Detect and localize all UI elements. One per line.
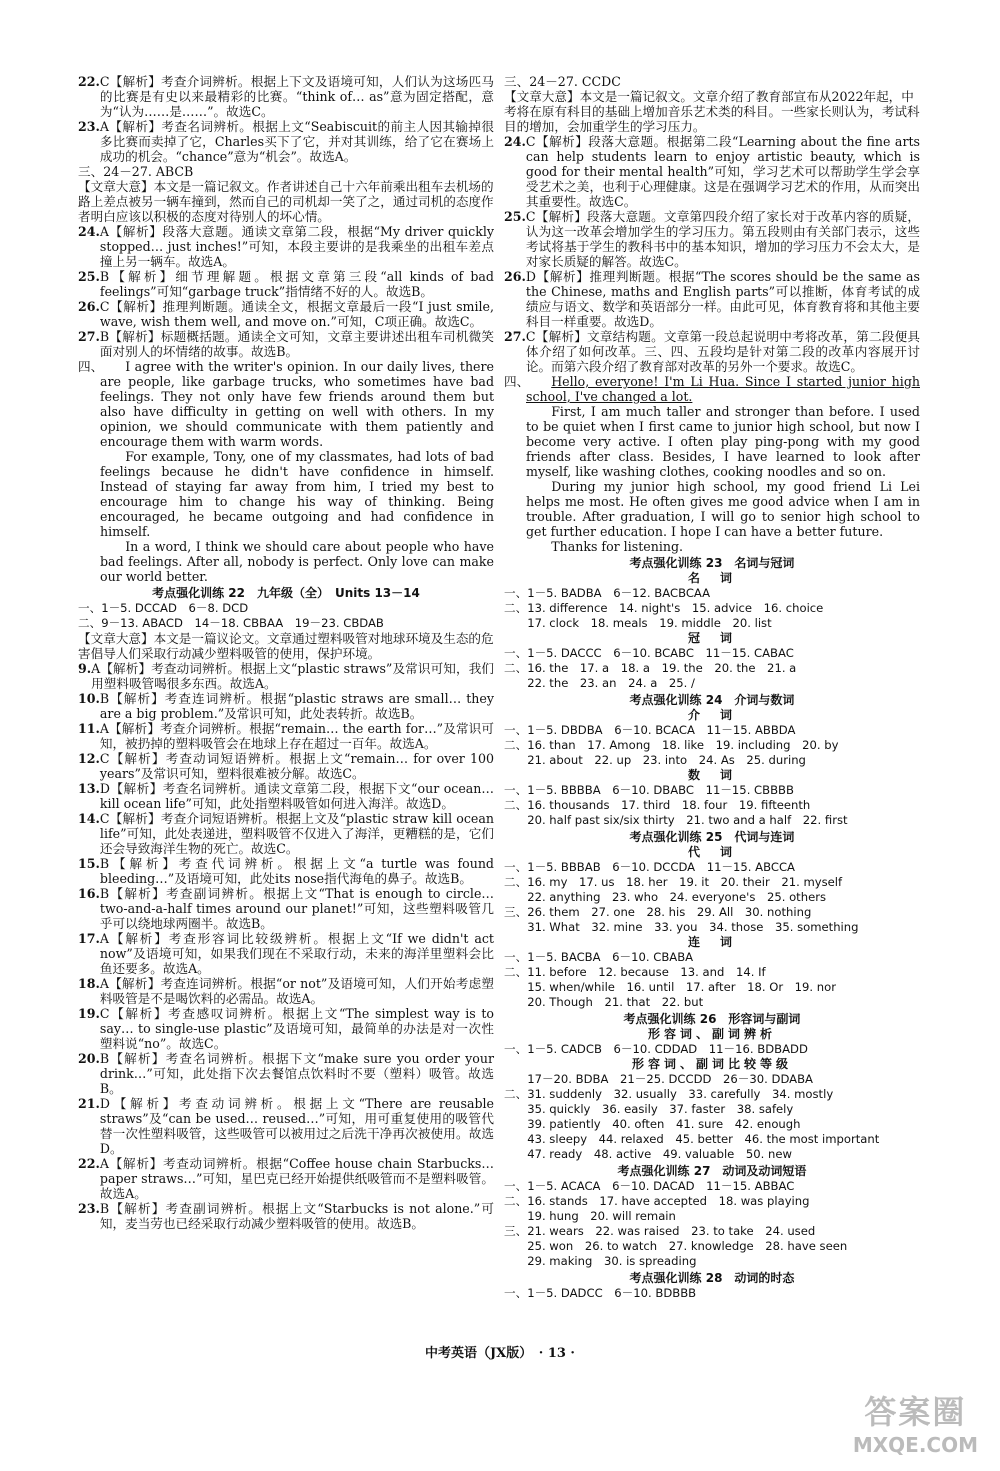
answer-explanation (78, 931, 494, 976)
answer-explanation (78, 74, 494, 119)
question-number: 19. (78, 1006, 100, 1021)
answer-explanation (78, 886, 494, 931)
answer-row: 29. making 30. is spreading (504, 1254, 697, 1268)
explanation-text: A【解析】考查形容词比较级辨析。根据上文“If we didn't act now”及语境可知，如果我们现在不采取行动，未来的海洋里塑料会比鱼还要多。故选A。 (99, 931, 494, 976)
essay-paragraph: I agree with the writer's opinion. In our daily lives, there are people, like garbage trucks, who sometimes have bad feelings. They not only have few friends around them but also have difficulty in getting on well with others. In my opinion, we should communicate with them patiently and encourage them with warm words. (100, 359, 494, 449)
answer-explanation (78, 1156, 494, 1201)
essay-paragraph: For example, Tony, one of my classmates, had lots of bad feelings because he didn't have confidence in himself. Instead of staying far away from him, I tried my best to encourage him to change his way of thinking. Being encouraged, he became outgoing and had confidence in himself. (100, 449, 494, 539)
essay-block (78, 359, 494, 584)
question-number: 20. (78, 1051, 100, 1066)
answer-row: 二、16. stands 17. have accepted 18. was playing (504, 1194, 810, 1208)
question-number: 9. (78, 661, 92, 676)
answer-row: 22. the 23. an 24. a 25. / (504, 676, 695, 690)
answer-row: 一、1－5. BBBBA 6－10. DBABC 11－15. CBBBB (504, 783, 794, 797)
answer-row: 一、1－5. BBBAB 6－10. DCCDA 11－15. ABCCA (504, 860, 795, 874)
section-title: 考点强化训练 28 动词的时态 (629, 1271, 795, 1285)
answer-row: 一、1－5. DADCC 6－10. BDBBB (504, 1286, 697, 1300)
explanation-text: B【解析】考查连词辨析。根据“plastic straws are small… they are a big problem.”及常识可知，此处表转折。故选B。 (99, 691, 494, 721)
answer-explanation (78, 661, 494, 691)
explanation-text: C【解析】段落大意题。文章第四段介绍了家长对于改革内容的质疑，认为这一改革会增加学生的学习压力。第五段则由有关部门表示，这些考试将基于学生的教科书中的基本知识，增加的学习压力不会太大，是对家长质疑的解答。故选C。 (525, 209, 920, 269)
explanation-text: C【解析】考查介词短语辨析。根据上文及“plastic straw kill ocean life”可知，此处表递进，塑料吸管不仅进入了海洋，更糟糕的是，它们还会导致海洋生物的死亡。故选C。 (99, 811, 494, 856)
question-number: 25. (78, 269, 100, 284)
answer-row: 一、1－5. BACBA 6－10. CBABA (504, 950, 694, 964)
question-number: 23. (78, 1201, 100, 1216)
essay-paragraph: In a word, I think we should care about people who have bad feelings. After all, nobody is perfect. Only love can make our world better. (100, 539, 494, 584)
explanation-text: C【解析】推理判断题。通读全文，根据文章最后一段“I just smile, wave, wish them well, and move on.”可知，C项正确。故选C。 (99, 299, 494, 329)
answer-row: 22. anything 23. who 24. everyone's 25. others (504, 890, 827, 904)
question-number: 12. (78, 751, 100, 766)
answer-row: 二、9－13. ABACD 14－18. CBBAA 19－23. CBDAB (78, 616, 384, 630)
answer-row: 21. about 22. up 23. into 24. As 25. during (504, 753, 806, 767)
paragraph: 【文章大意】本文是一篇记叙文。文章介绍了教育部宣布从2022年起，中考将在原有科目的基础上增加音乐艺术类的科目。一些家长则认为，考试科目的增加，会加重学生的学习压力。 (504, 89, 920, 134)
site-watermark (853, 1387, 978, 1457)
answer-explanation (78, 299, 494, 329)
answer-explanation (78, 1201, 494, 1231)
paragraph: 【文章大意】本文是一篇议论文。文章通过塑料吸管对地球环境及生态的危害倡导人们采取行动减少塑料吸管的使用，保护环境。 (78, 631, 494, 661)
explanation-text: B【解析】考查代词辨析。根据上文“a turtle was found bleeding…”及语境可知，此处its nose指代海龟的鼻子。故选B。 (99, 856, 494, 886)
question-number: 13. (78, 781, 100, 796)
question-number: 22. (78, 74, 100, 89)
explanation-text: C【解析】文章结构题。文章第一段总起说明中考将改革，第二段便具体介绍了如何改革。三、四、五段均是针对第二段的改革内容展开讨论。而第六段介绍了教育部对改革的另外一个要求。故选C。 (525, 329, 920, 374)
question-number: 11. (78, 721, 100, 736)
answer-row: 一、1－5. CADCB 6－10. CDDAD 11－16. BDBADD (504, 1042, 808, 1056)
question-number: 14. (78, 811, 100, 826)
answer-explanation (78, 329, 494, 359)
answer-explanation (78, 1006, 494, 1051)
answer-row: 一、1－5. DACCC 6－10. BCABC 11－15. CABAC (504, 646, 794, 660)
essay-text (100, 359, 494, 584)
paragraph: 三、24－27. CCDC (504, 74, 621, 89)
explanation-text: A【解析】考查动词辨析。根据上文“plastic straws”及常识可知，我们用塑料吸管喝很多东西。故选A。 (91, 661, 494, 691)
answer-row: 二、16. the 17. a 18. a 19. the 20. the 21. a (504, 661, 797, 675)
explanation-text: D【解析】推理判断题。根据“The scores should be the same as the Chinese, maths and English parts”可以推断，体育考试的成绩应与语文、数学和英语部分一样。由此可见，体育教育将和其他主要科目一样重要。故选D。 (525, 269, 920, 329)
answer-explanation (78, 976, 494, 1006)
question-number: 22. (78, 1156, 100, 1171)
section-title: 考点强化训练 27 动词及动词短语 (617, 1164, 807, 1178)
answer-row: 47. ready 48. active 49. valuable 50. new (504, 1147, 792, 1161)
essay-paragraph: First, I am much taller and stronger than before. I used to be quiet when I first came to junior high school, but now I become very active. I often play ping-pong with my good friends after class. Besides, I have learned to look after myself, like washing clothes, cooking noodles and so on. (526, 404, 920, 479)
subsection-title: 冠 词 (687, 631, 736, 645)
answer-explanation (78, 781, 494, 811)
question-number: 27. (504, 329, 526, 344)
answer-explanation (504, 269, 920, 329)
answer-explanation (78, 1051, 494, 1096)
section-title: 考点强化训练 26 形容词与副词 (623, 1012, 801, 1026)
explanation-text: A【解析】考查名词辨析。根据上文“Seabiscuit的前主人因其输掉很多比赛而卖掉了它，Charles买下了它，并对其训练，给了它在赛场上成功的机会。“chance”意为“机会”。故选A。 (99, 119, 494, 164)
essay-label: 四、 (504, 374, 530, 389)
answer-row: 三、21. wears 22. was raised 23. to take 24. used (504, 1224, 816, 1238)
answer-row: 一、1－5. DBDBA 6－10. BCACA 11－15. ABBDA (504, 723, 796, 737)
essay-block (504, 374, 920, 554)
answer-row: 15. when/while 16. until 17. after 18. Or 19. nor (504, 980, 837, 994)
question-number: 27. (78, 329, 100, 344)
watermark-url: MXQE.COM (852, 1433, 978, 1457)
explanation-text: D【解析】考查动词辨析。根据上文“There are reusable straws”及“can be used… reused…”可知，用可重复使用的吸管代替一次性塑料吸管，这些吸管可以被用过之后洗干净再次被使用。故选D。 (99, 1096, 494, 1156)
answer-row: 一、1－5. DCCAD 6－8. DCD (78, 601, 249, 615)
answer-row: 17－20. BDBA 21－25. DCCDD 26－30. DDABA (504, 1072, 813, 1086)
answer-row: 一、1－5. BADBA 6－12. BACBCAA (504, 586, 711, 600)
explanation-text: A【解析】考查介词辨析。根据“remain… the earth for…”及常识可知，被扔掉的塑料吸管会在地球上存在超过一百年。故选A。 (99, 721, 494, 751)
answer-row: 二、31. suddenly 32. usually 33. carefully 34. mostly (504, 1087, 834, 1101)
answer-row: 二、11. before 12. because 13. and 14. If (504, 965, 766, 979)
essay-paragraph: Hello, everyone! I'm Li Hua. Since I started junior high school, I've changed a lot. (526, 374, 920, 404)
answer-row: 二、16. my 17. us 18. her 19. it 20. their 21. myself (504, 875, 843, 889)
question-number: 26. (78, 299, 100, 314)
watermark-logo-text: 答案圈 (864, 1393, 967, 1431)
paragraph: 【文章大意】本文是一篇记叙文。作者讲述自己十六年前乘出租车去机场的路上差点被另一辆车撞到，然而自己的司机却一笑了之，通过司机的态度作者明白应该以积极的态度对待别人的坏心情。 (78, 179, 494, 224)
right-column (504, 74, 920, 1301)
answer-row: 35. quickly 36. easily 37. faster 38. safely (504, 1102, 794, 1116)
answer-row: 二、16. than 17. Among 18. like 19. including 20. by (504, 738, 839, 752)
subsection-title: 代 词 (687, 845, 736, 859)
answer-row: 31. What 32. mine 33. you 34. those 35. something (504, 920, 859, 934)
subsection-title: 数 词 (687, 768, 736, 782)
question-number: 24. (78, 224, 100, 239)
answer-explanation (504, 329, 920, 374)
left-column (78, 74, 494, 1231)
answer-explanation (78, 856, 494, 886)
answer-row: 20. Though 21. that 22. but (504, 995, 704, 1009)
explanation-text: B【解析】标题概括题。通读全文可知，文章主要讲述出租车司机微笑面对别人的坏情绪的故事。故选B。 (99, 329, 494, 359)
answer-explanation (504, 209, 920, 269)
section-title: 考点强化训练 22 九年级（全） Units 13－14 (152, 586, 420, 600)
question-number: 21. (78, 1096, 100, 1111)
question-number: 10. (78, 691, 100, 706)
answer-row: 一、1－5. ACACA 6－10. DACAD 11－15. ABBAC (504, 1179, 795, 1193)
answer-explanation (78, 811, 494, 856)
question-number: 25. (504, 209, 526, 224)
question-number: 23. (78, 119, 100, 134)
question-number: 24. (504, 134, 526, 149)
answer-explanation (78, 269, 494, 299)
explanation-text: C【解析】段落大意题。根据第二段“Learning about the fine arts can help students learn to enjoy artistic beauty, which is good for their mental health”可知，学习艺术可以帮助学生学会享受艺术之美，也利于心理健康。这是在强调学习艺术的作用，从而突出其重要性。故选C。 (525, 134, 920, 209)
question-number: 26. (504, 269, 526, 284)
answer-explanation (78, 1096, 494, 1156)
question-number: 16. (78, 886, 100, 901)
answer-row: 二、13. difference 14. night's 15. advice 16. choice (504, 601, 824, 615)
explanation-text: D【解析】考查名词辨析。通读文章第二段，根据下文“our ocean… kill ocean life”可知，此处指塑料吸管如何进入海洋。故选D。 (99, 781, 494, 811)
essay-label: 四、 (78, 359, 104, 374)
section-title: 考点强化训练 23 名词与冠词 (629, 556, 795, 570)
answer-row: 43. sleepy 44. relaxed 45. better 46. the most important (504, 1132, 880, 1146)
answer-row: 三、26. them 27. one 28. his 29. All 30. nothing (504, 905, 812, 919)
section-title: 考点强化训练 24 介词与数词 (629, 693, 795, 707)
explanation-text: A【解析】考查动词辨析。根据“Coffee house chain Starbucks… paper straws…”可知，星巴克已经开始提供纸吸管而不是塑料吸管。故选A。 (99, 1156, 494, 1201)
explanation-text: C【解析】考查介词辨析。根据上下文及语境可知，人们认为这场匹马的比赛是有史以来最精彩的比赛。“think of… as”意为固定搭配，意为“认为……是……”。故选C。 (99, 74, 494, 119)
answer-row: 17. clock 18. meals 19. middle 20. list (504, 616, 772, 630)
explanation-text: A【解析】考查连词辨析。根据“or not”及语境可知，人们开始考虑塑料吸管是不是喝饮料的必需品。故选A。 (99, 976, 494, 1006)
explanation-text: A【解析】段落大意题。通读文章第二段，根据“My driver quickly stopped… just inches!”可知，本段主要讲的是我乘坐的出租车差点撞上另一辆车。故选A。 (99, 224, 494, 269)
subsection-title: 形容词、副词辨析 (647, 1027, 776, 1041)
answer-row: 20. half past six/six thirty 21. two and a half 22. first (504, 813, 848, 827)
subsection-title: 形容词、副词比较等级 (631, 1057, 792, 1071)
answer-row: 25. won 26. to watch 27. knowledge 28. have seen (504, 1239, 848, 1253)
answer-row: 19. hung 20. will remain (504, 1209, 676, 1223)
answer-explanation (78, 721, 494, 751)
section-title: 考点强化训练 25 代词与连词 (629, 830, 795, 844)
paragraph: 三、24－27. ABCB (78, 164, 194, 179)
explanation-text: C【解析】考查动词短语辨析。根据上文“remain… for over 100 years”及常识可知，塑料很难被分解。故选C。 (99, 751, 494, 781)
answer-explanation (78, 224, 494, 269)
essay-text (526, 374, 920, 554)
question-number: 17. (78, 931, 100, 946)
explanation-text: B【解析】细节理解题。根据文章第三段“all kinds of bad feelings”可知“garbage truck”指情绪不好的人。故选B。 (99, 269, 494, 299)
essay-paragraph: During my junior high school, my good friend Li Lei helps me most. He often gives me good advice when I am in trouble. After graduation, I will go to senior high school to get further education. I hope I can have a better future. (526, 479, 920, 539)
explanation-text: B【解析】考查副词辨析。根据上文“That is enough to circle… two-and-a-half times around our planet!”可知，这些塑料吸管几乎可以绕地球两圈半。故选B。 (99, 886, 494, 931)
question-number: 18. (78, 976, 100, 991)
subsection-title: 名 词 (687, 571, 736, 585)
question-number: 15. (78, 856, 100, 871)
answer-explanation (78, 119, 494, 164)
answer-explanation (504, 134, 920, 209)
subsection-title: 介 词 (687, 708, 736, 722)
subsection-title: 连 词 (687, 935, 736, 949)
page-footer: 中考英语（JX版） · 13 · (425, 1346, 575, 1361)
explanation-text: B【解析】考查副词辨析。根据上文“Starbucks is not alone.”可知，麦当劳也已经采取行动减少塑料吸管的使用。故选B。 (99, 1201, 494, 1231)
answer-row: 二、16. thousands 17. third 18. four 19. fifteenth (504, 798, 811, 812)
explanation-text: C【解析】考查感叹词辨析。根据上文“The simplest way is to say… to single-use plastic”及语境可知，最简单的办法是对一次性塑料说“no”。故选C。 (99, 1006, 494, 1051)
answer-explanation (78, 691, 494, 721)
explanation-text: B【解析】考查名词辨析。根据下文“make sure you order your drink…”可知，此处指下次去餐馆点饮料时不要（塑料）吸管。故选B。 (99, 1051, 494, 1096)
essay-paragraph: Thanks for listening. (551, 539, 684, 554)
answer-explanation (78, 751, 494, 781)
answer-row: 39. patiently 40. often 41. sure 42. enough (504, 1117, 801, 1131)
